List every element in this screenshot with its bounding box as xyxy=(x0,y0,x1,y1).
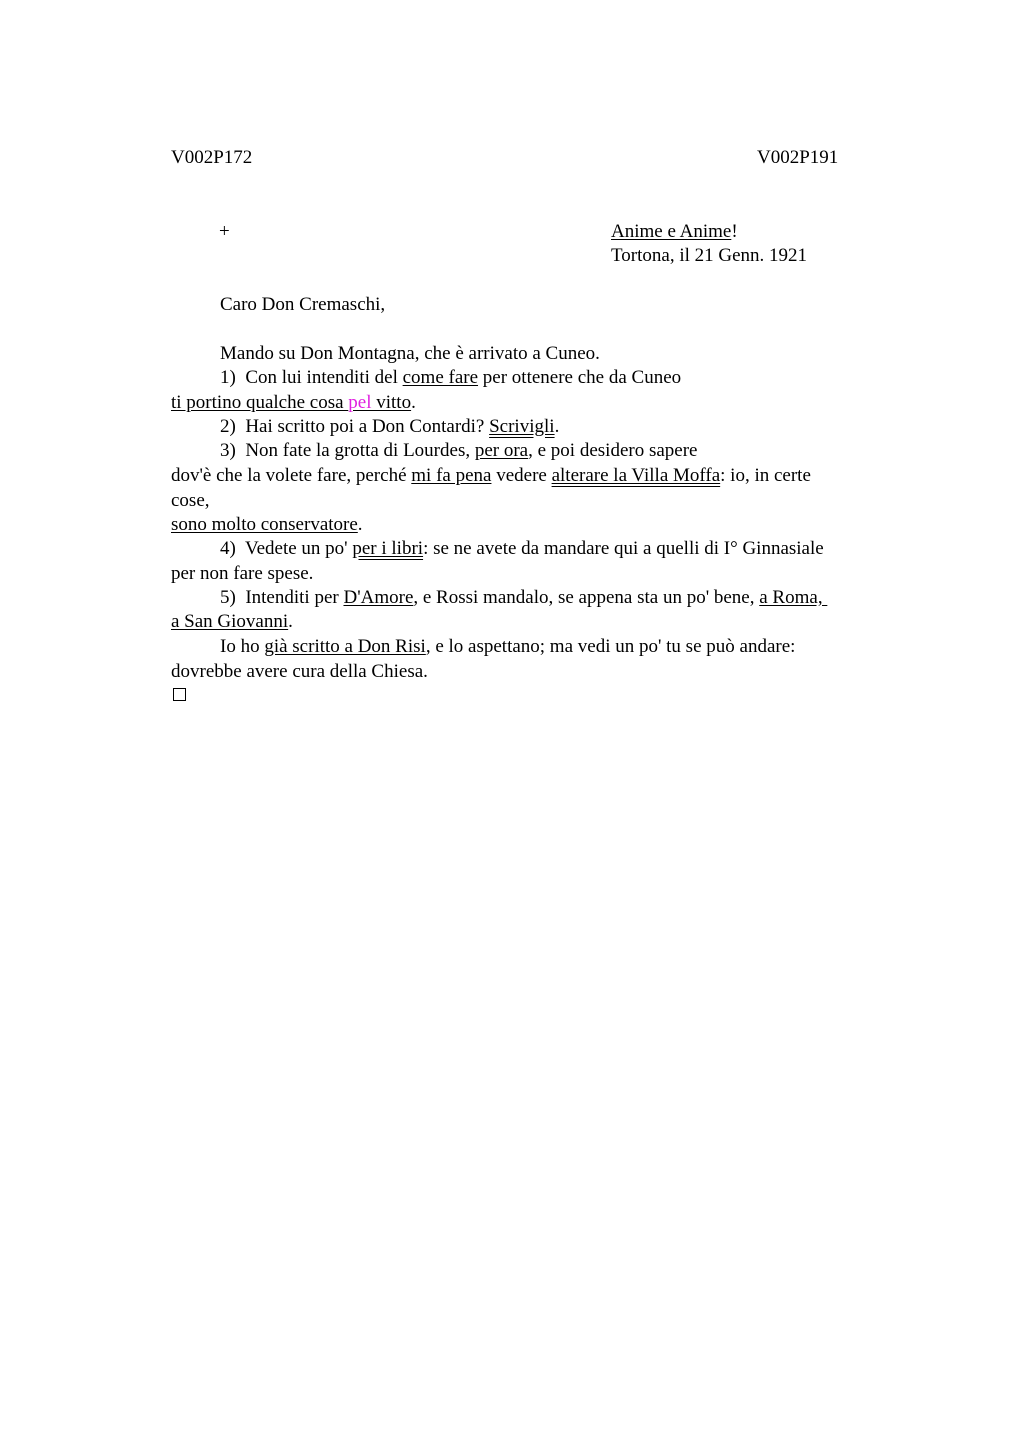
body-line-9 xyxy=(220,537,824,561)
underlined-run: a San Giovanni xyxy=(171,611,289,632)
place-date: Tortona, il 21 Genn. 1921 xyxy=(611,245,808,266)
double-underlined-run: alterare la Villa Moffa xyxy=(551,465,721,486)
body-line-14: dovrebbe avere cura della Chiesa. xyxy=(171,661,428,682)
text-run: . xyxy=(288,611,293,632)
underlined-run: come fare xyxy=(402,367,479,388)
body-line-2 xyxy=(220,366,681,390)
double-underlined-run: Scrivigli xyxy=(489,416,555,437)
text-run: 4) Vedete un po' xyxy=(220,538,353,559)
right-reference-code: V002P191 xyxy=(757,147,839,168)
letter-title xyxy=(611,220,738,244)
text-run: 5) Intenditi per xyxy=(220,587,344,608)
text-run: . xyxy=(411,392,416,413)
underlined-run xyxy=(171,392,411,413)
body-line-10: per non fare spese. xyxy=(171,563,314,584)
underlined-run: sono molto conservatore xyxy=(171,514,358,535)
left-reference-code: V002P172 xyxy=(171,147,253,168)
text-run: : se ne avete da mandare qui a quelli di I° Ginnasiale xyxy=(423,538,824,559)
text-run: . xyxy=(357,514,363,535)
body-line-11 xyxy=(220,586,827,610)
text-run: vitto xyxy=(371,392,412,413)
text-run: 3) Non fate la grotta di Lourdes, xyxy=(220,440,475,461)
text-run: 1) Con lui intenditi del xyxy=(220,367,403,388)
highlighted-run: pel xyxy=(348,392,372,413)
underlined-run: D'Amore xyxy=(343,587,414,608)
text-run: , e Rossi mandalo, se appena sta un po' bene, xyxy=(413,587,760,608)
body-line-8 xyxy=(171,513,363,537)
text-run: . xyxy=(554,416,560,437)
end-square-mark xyxy=(173,688,186,701)
body-line-1: Mando su Don Montagna, che è arrivato a Cuneo. xyxy=(220,343,600,364)
text-run: , e poi desidero sapere xyxy=(528,440,698,461)
underlined-run: mi fa pena xyxy=(411,465,492,486)
body-line-5 xyxy=(220,439,697,463)
body-line-3 xyxy=(171,391,416,415)
body-line-6 xyxy=(171,464,811,488)
text-run: ti portino qualche cosa xyxy=(171,392,349,413)
text-run: vedere xyxy=(491,465,552,486)
cross-mark: + xyxy=(219,221,230,242)
text-run: 2) Hai scritto poi a Don Contardi? xyxy=(220,416,490,437)
underlined-run: per ora xyxy=(474,440,529,461)
text-run: per ottenere che da Cuneo xyxy=(478,367,682,388)
title-tail: ! xyxy=(731,221,738,242)
body-line-4 xyxy=(220,415,559,439)
body-line-7: cose, xyxy=(171,490,210,511)
double-underlined-run: per i libri xyxy=(352,538,424,559)
text-run: Io ho xyxy=(220,636,265,657)
text-run: dov'è che la volete fare, perché xyxy=(171,465,412,486)
text-run: , e lo aspettano; ma vedi un po' tu se può andare: xyxy=(425,636,796,657)
underlined-run: già scritto a Don Risi xyxy=(264,636,426,657)
salutation: Caro Don Cremaschi, xyxy=(220,294,386,315)
title-underlined: Anime e Anime xyxy=(611,221,732,242)
body-line-12 xyxy=(171,610,293,634)
body-line-13 xyxy=(220,635,795,659)
underlined-run: a Roma, xyxy=(759,587,828,608)
text-run: : io, in certe xyxy=(720,465,811,486)
